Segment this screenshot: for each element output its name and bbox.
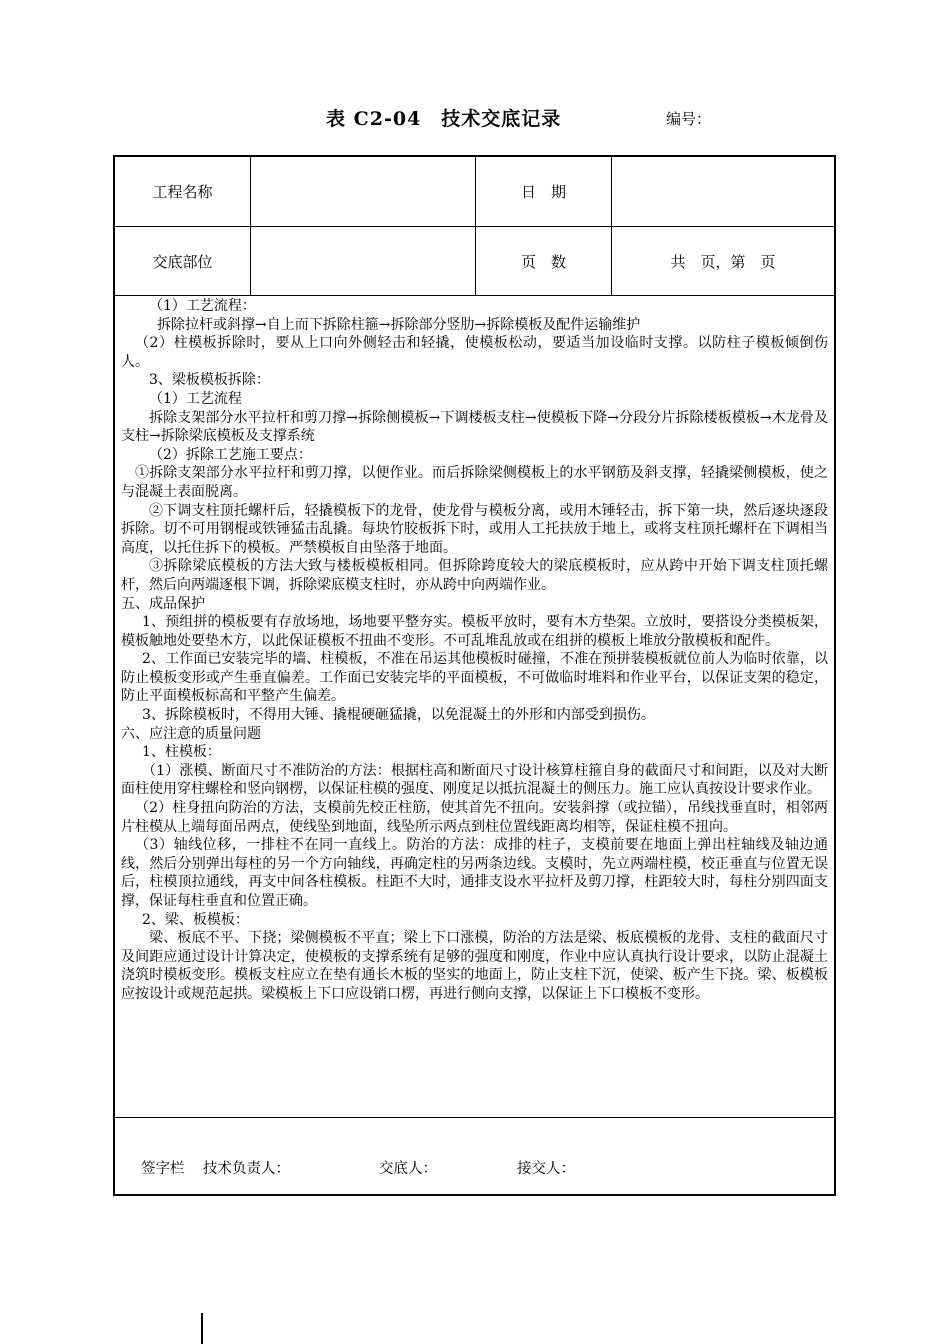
project-name-label: 工程名称 bbox=[152, 183, 213, 201]
content-line: 3、拆除模板时，不得用大锤、撬棍硬砸猛撬，以免混凝土的外形和内部受到损伤。 bbox=[142, 707, 655, 724]
content-line: （2）柱身扭向防治的方法，支模前先校正柱筋，使其首先不扭向。安装斜撑（或拉锚），吊线找垂直时，相邻两片柱模从上端每面吊两点，使线坠到地面，线坠所示两点到柱位置线距离均相等，保证柱模不扭向。 bbox=[121, 800, 828, 835]
receiver-field[interactable]: 接交人： bbox=[517, 1161, 575, 1177]
location-value[interactable] bbox=[251, 227, 475, 295]
content-line: 拆除拉杆或斜撑→自上而下拆除柱箍→拆除部分竖肋→拆除模板及配件运输维护 bbox=[157, 316, 641, 333]
row-divider bbox=[115, 295, 834, 296]
content-line: 1、柱模板： bbox=[142, 744, 221, 761]
content-line: 1、预组拼的模板要有存放场地，场地要平整夯实。模板平放时，要有木方垫架。立放时，要搭设分类模板架，模板触地处要垫木方，以此保证模板不扭曲不变形。不可乱堆乱放或在组拼的模板上堆放分散模板和配件。 bbox=[121, 614, 828, 649]
row-divider bbox=[115, 1117, 834, 1118]
content-line: （3）轴线位移，一排柱不在同一直线上。防治的方法：成排的柱子，支模前要在地面上弹出柱轴线及轴边通线，然后分别弹出每柱的另一个方向轴线，再确定柱的另两条边线。支模时，先立两端柱模，校正垂直与位置无误后，柱模顶拉通线，再支中间各柱模板。柱距不大时，通排支设水平拉杆及剪刀撑，柱距较大时，每柱分别四面支撑，保证每柱垂直和位置正确。 bbox=[121, 837, 828, 909]
content-line: （1）工艺流程： bbox=[149, 298, 256, 314]
content-line: 3、梁板模板拆除： bbox=[149, 372, 270, 389]
content-line: （1）工艺流程 bbox=[149, 390, 242, 407]
pages-value: 共 页，第 页 bbox=[670, 252, 776, 271]
content-line: ①拆除支架部分水平拉杆和剪刀撑，以便作业。而后拆除梁侧模板上的水平钢筋及斜支撑，轻撬梁侧模板，使之与混凝土表面脱离。 bbox=[121, 465, 828, 500]
title-bar bbox=[0, 104, 950, 134]
signature-label: 签字栏 bbox=[141, 1161, 185, 1177]
briefing-content bbox=[121, 297, 828, 1004]
content-line: ②下调支柱顶托螺杆后，轻撬模板下的龙骨，使龙骨与模板分离，或用木锤轻击，拆下第一块，然后逐块逐段拆除。切不可用钢棍或铁锤猛击乱撬。每块竹胶板拆下时，或用人工托扶放于地上，或将支柱顶托螺杆在下调相当高度，以托住拆下的模板。严禁模板自由坠落于地面。 bbox=[121, 502, 828, 556]
pages-label: 页 数 bbox=[520, 252, 566, 271]
content-line: ③拆除梁底模板的方法大致与楼板模板相同。但拆除跨度较大的梁底模板时，应从跨中开始下调支柱顶托螺杆，然后向两端逐根下调，拆除梁底模支柱时，亦从跨中向两端作业。 bbox=[121, 558, 828, 593]
content-line: 五、成品保护 bbox=[121, 595, 205, 612]
tech-lead-field[interactable]: 技术负责人： bbox=[203, 1161, 290, 1177]
signature-row bbox=[115, 1157, 834, 1187]
date-label: 日 期 bbox=[520, 183, 566, 201]
content-line: （2）柱模板拆除时，要从上口向外侧轻击和轻撬，使模板松动，要适当加设临时支撑。以防柱子模板倾倒伤人。 bbox=[121, 335, 828, 370]
content-line: 梁、板底不平、下挠；梁侧模板不平直；梁上下口涨模，防治的方法是梁、板底模板的龙骨、支柱的截面尺寸及间距应通过设计计算决定，使模板的支撑系统有足够的强度和刚度，作业中应认真执行设计要求，以防止混凝土浇筑时模板变形。模板支柱应立在垫有通长木板的坚实的地面上，防止支柱下沉，使梁、板产生下挠。梁、板模板应按设计或规范起拱。梁模板上下口应设销口楞，再进行侧向支撑，以保证上下口模板不变形。 bbox=[121, 930, 828, 1002]
date-value[interactable] bbox=[612, 157, 834, 226]
content-line: （2）拆除工艺施工要点： bbox=[149, 446, 312, 463]
content-line: 2、梁、板模板： bbox=[142, 911, 249, 928]
briefer-field[interactable]: 交底人： bbox=[379, 1161, 437, 1177]
content-line: 六、应注意的质量问题 bbox=[121, 725, 261, 742]
binding-margin-line bbox=[201, 1313, 203, 1344]
content-line: 拆除支架部分水平拉杆和剪刀撑→拆除侧模板→下调楼板支柱→使模板下降→分段分片拆除楼板模板→木龙骨及支柱→拆除梁底模板及支撑系统 bbox=[121, 409, 828, 445]
location-label: 交底部位 bbox=[152, 252, 213, 271]
record-table bbox=[113, 155, 836, 1196]
content-line: （1）涨模、断面尺寸不准防治的方法：根据柱高和断面尺寸设计核算柱箍自身的截面尺寸和间距，以及对大断面柱使用穿柱螺栓和竖向钢楞，以保证柱模的强度、刚度足以抵抗混凝土的侧压力。施工应认真按设计要求作业。 bbox=[121, 762, 828, 798]
content-line: 2、工作面已安装完毕的墙、柱模板，不准在吊运其他模板时碰撞，不准在预拼装模板就位前人为临时依靠，以防止模板变形或产生垂直偏差。工作面已安装完毕的平面模板，不可做临时堆料和作业平台，以保证支架的稳定，防止平面模板标高和平整产生偏差。 bbox=[121, 651, 828, 705]
number-label: 编号： bbox=[666, 110, 712, 128]
page-title: 表 C2-04 技术交底记录 bbox=[326, 108, 562, 130]
project-name-value[interactable] bbox=[251, 157, 475, 226]
